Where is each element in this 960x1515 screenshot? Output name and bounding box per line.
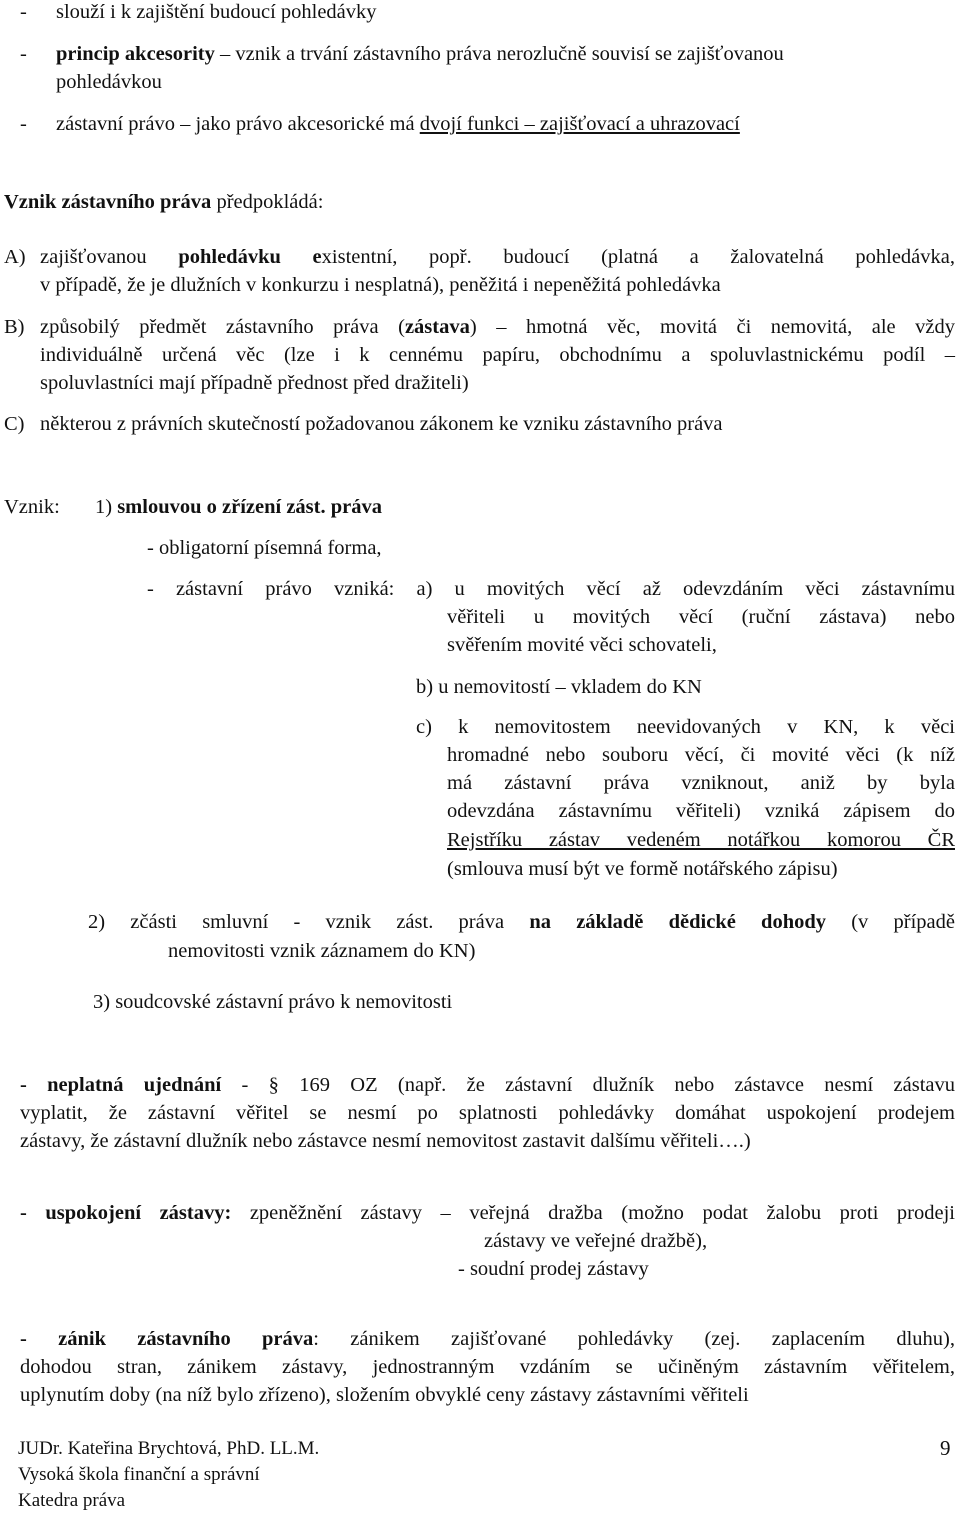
dash: - [20, 1, 27, 23]
arises-line-c5: Rejstříku zástav vedeném notářkou komorou ČR [447, 829, 955, 851]
arises-line-c2: hromadné nebo souboru věcí, či movité věci (k níž [447, 744, 955, 766]
neplatna-line3: zástavy, že zástavní dlužník nebo zástavce nesmí nemovitost zastavit dalšímu věřiteli….) [20, 1130, 751, 1152]
arises-line-a1: - zástavní právo vzniká: a) u movitých věcí až odevzdáním věci zástavnímu [147, 578, 955, 600]
zanik-line2: dohodou stran, zánikem zástavy, jednostranným vzdáním se učiněným zástavním věřitelem, [20, 1356, 955, 1378]
zanik-line1: - zánik zástavního práva: zánikem zajišťované pohledávky (zej. zaplacením dluhu), [20, 1328, 956, 1350]
vznik-item-1: 1) smlouvou o zřízení zást. práva [95, 496, 382, 518]
bold-term: princip akcesority [56, 43, 215, 65]
item-a-label: A) [4, 246, 26, 268]
footer-dept: Katedra práva [18, 1490, 126, 1511]
bullet-2-continuation: pohledávkou [56, 71, 162, 93]
underlined-text: dvojí funkci – zajišťovací a uhrazovací [419, 113, 740, 135]
obligatory-form: - obligatorní písemná forma, [147, 537, 382, 559]
heading-rest: předpokládá: [211, 191, 324, 213]
uspokojeni-line3: - soudní prodej zástavy [458, 1258, 649, 1280]
arises-line-c4: odevzdána zástavnímu věřiteli) vzniká zápisem do [447, 800, 955, 822]
item-b-label: B) [4, 316, 25, 338]
footer-author: JUDr. Kateřina Brychtová, PhD. LL.M. [18, 1438, 320, 1459]
item-b-line1: způsobilý předmět zástavního práva (zástava) – hmotná věc, movitá či nemovitá, ale vždy [40, 316, 955, 338]
vznik-heading [4, 188, 323, 216]
bullet-3 [20, 110, 740, 138]
page-number: 9 [940, 1436, 951, 1460]
item-c-label: C) [4, 413, 25, 435]
item-c-text: některou z právních skutečností požadovanou zákonem ke vzniku zástavního práva [40, 413, 723, 435]
footer-school: Vysoká škola finanční a správní [18, 1464, 260, 1485]
dash: - [20, 113, 27, 135]
arises-line-c6: (smlouva musí být ve formě notářského zápisu) [447, 858, 838, 880]
zanik-line3: uplynutím doby (na níž bylo zřízeno), složením obvyklé ceny zástavy zástavními věřiteli [20, 1384, 749, 1406]
item-b-line2: individuálně určená věc (lze i k cennému papíru, obchodnímu a spoluvlastnickému podíl – [40, 344, 955, 366]
arises-line-c1: c) k nemovitostem neevidovaných v KN, k věci [416, 716, 955, 738]
bullet-text: slouží i k zajištění budoucí pohledávky [56, 1, 377, 23]
vznik-label: Vznik: [4, 496, 60, 518]
bullet-text: – vznik a trvání zástavního práva nerozlučně souvisí se zajišťovanou [214, 43, 784, 65]
uspokojeni-line2: zástavy ve veřejné dražbě), [484, 1230, 708, 1252]
dash: - [20, 43, 27, 65]
neplatna-line1: - neplatná ujednání - § 169 OZ (např. že zástavní dlužník nebo zástavce nesmí zástavu [20, 1074, 955, 1096]
bullet-1 [20, 0, 377, 26]
vznik-item-3: 3) soudcovské zástavní právo k nemovitosti [93, 991, 453, 1013]
item-a-line2: v případě, že je dlužních v konkurzu i nesplatná), peněžitá i nepeněžitá pohledávka [40, 274, 721, 296]
arises-line-c3: má zástavní práva vzniknout, aniž by byla [447, 772, 955, 794]
vznik-item-2: 2) zčásti smluvní - vznik zást. práva na základě dědické dohody (v případě [88, 911, 956, 933]
bullet-text: zástavní právo – jako právo akcesorické má [56, 113, 420, 135]
uspokojeni-line1: - uspokojení zástavy: zpeněžnění zástavy – veřejná dražba (možno podat žalobu proti prodeji [20, 1202, 955, 1224]
arises-line-a2: věřiteli u movitých věcí (ruční zástava) nebo [447, 606, 955, 628]
arises-line-b: b) u nemovitostí – vkladem do KN [416, 676, 702, 698]
bullet-2 [20, 40, 784, 68]
item-b-line3: spoluvlastníci mají případně přednost před dražiteli) [40, 372, 469, 394]
neplatna-line2: vyplatit, že zástavní věřitel se nesmí po splatnosti pohledávky domáhat uspokojení prodejem [20, 1102, 955, 1124]
heading-bold: Vznik zástavního práva [4, 191, 212, 213]
vznik-item-2-cont: nemovitosti vznik záznamem do KN) [168, 940, 476, 962]
arises-line-a3: svěřením movité věci schovateli, [447, 634, 717, 656]
item-a-line1: zajišťovanou pohledávku existentní, popř. budoucí (platná a žalovatelná pohledávka, [40, 246, 955, 268]
